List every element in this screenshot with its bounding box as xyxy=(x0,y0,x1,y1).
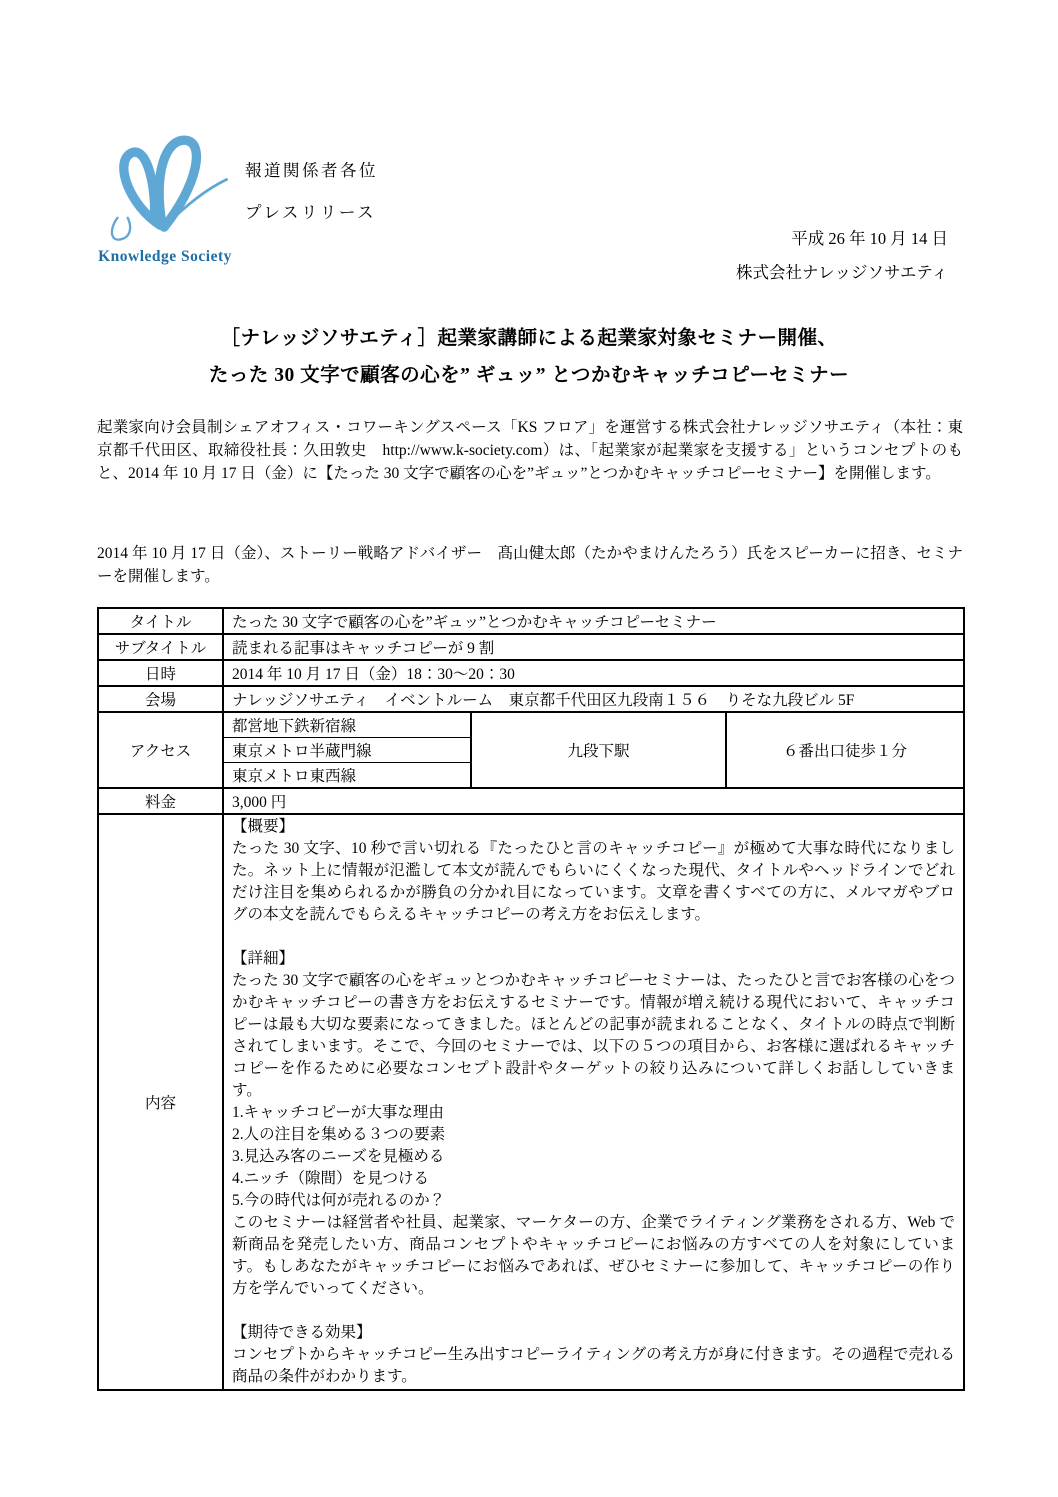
seminar-info-table xyxy=(97,607,965,1391)
heart-swoosh-icon xyxy=(95,128,235,246)
row-label: サブタイトル xyxy=(98,634,223,660)
details-text: たった 30 文字で顧客の心をギュッとつかむキャッチコピーセミナーは、たったひと言でお客様の心をつかむキャッチコピーの書き方をお伝えするセミナーです。情報が増え続ける現代において、キャッチコピーは最も大切な要素になってきました。ほとんどの記事が読まれることなく、タイトルの時点で判断されてしまいます。そこで、今回のセミナーでは、以下の５つの項目から、お客様に選ばれるキャッチコピーを作るために必要なコンセプト設計やターゲットの絞り込みについて詳しくお話ししていきます。 xyxy=(232,972,956,1099)
access-line: 東京メトロ東西線 xyxy=(223,763,471,789)
row-value: 2014 年 10 月 17 日（金）18：30～20：30 xyxy=(223,660,964,686)
access-line: 東京メトロ半蔵門線 xyxy=(223,738,471,763)
row-label: 内容 xyxy=(98,814,223,1390)
overview-heading: 【概要】 xyxy=(232,818,295,835)
details-heading: 【詳細】 xyxy=(232,950,295,967)
list-item-1: 1.キャッチコピーが大事な理由 xyxy=(232,1104,444,1121)
row-label: 料金 xyxy=(98,788,223,814)
row-value: ナレッジソサエティ イベントルーム 東京都千代田区九段南１５６ りそな九段ビル 5F xyxy=(223,686,964,712)
row-value: 3,000 円 xyxy=(223,788,964,814)
recipient-line: 報道関係者各位 xyxy=(245,161,378,180)
document-title xyxy=(0,320,1058,394)
audience-text: このセミナーは経営者や社員、起業家、マーケターの方、企業でライティング業務をされる方、Web で新商品を発売したい方、商品コンセプトやキャッチコピーにお悩みの方すべての人を対象にしています。もしあなたがキャッチコピーにお悩みであれば、ぜひセミナーに参加して、キャッチコピーの作り方を学んでいってください。 xyxy=(232,1214,956,1297)
table-row-title xyxy=(98,608,964,634)
list-item-2: 2.人の注目を集める３つの要素 xyxy=(232,1126,446,1143)
table-row-content xyxy=(98,814,964,1390)
intro-paragraph-1: 起業家向け会員制シェアオフィス・コワーキングスペース「KS フロア」を運営する株式会社ナレッジソサエティ（本社：東京都千代田区、取締役社長：久田敦史 http://www.k-society.com）は、「起業家が起業家を支援する」というコンセプトのもと、2014 年 10 月 17 日（金）に【たった 30 文字で顧客の心を”ギュッ”とつかむキャッチコピーセミナー】を開催します。 xyxy=(97,419,963,482)
list-item-4: 4.ニッチ（隙間）を見つける xyxy=(232,1170,430,1187)
blank-line xyxy=(232,926,955,948)
header-right xyxy=(736,222,962,290)
table-row-venue xyxy=(98,686,964,712)
logo-wordmark: Knowledge Society xyxy=(98,248,232,265)
row-value: 読まれる記事はキャッチコピーが 9 割 xyxy=(223,634,964,660)
table-row-subtitle xyxy=(98,634,964,660)
effects-text: コンセプトからキャッチコピー生み出すコピーライティングの考え方が身に付きます。その過程で売れる商品の条件がわかります。 xyxy=(232,1346,956,1385)
content-cell xyxy=(223,814,964,1390)
overview-text: たった 30 文字、10 秒で言い切れる『たったひと言のキャッチコピー』が極めて大事な時代になりました。ネット上に情報が氾濫して本文が読んでもらいにくくなった現代、タイトルやヘッドラインでどれだけ注目を集められるかが勝負の分かれ目になっています。文章を書くすべての方に、メルマガやブログの本文を読んでもらえるキャッチコピーの考え方をお伝えします。 xyxy=(232,840,956,923)
list-item-3: 3.見込み客のニーズを見極める xyxy=(232,1148,445,1165)
intro-paragraph-2: 2014 年 10 月 17 日（金）、ストーリー戦略アドバイザー 髙山健太郎（たかやまけんたろう）氏をスピーカーに招き、セミナーを開催します。 xyxy=(97,545,963,585)
access-exit: ６番出口徒歩１分 xyxy=(726,712,964,788)
row-label: アクセス xyxy=(98,712,223,788)
effects-heading: 【期待できる効果】 xyxy=(232,1324,372,1341)
list-item-5: 5.今の時代は何が売れるのか？ xyxy=(232,1192,446,1209)
table-row-datetime xyxy=(98,660,964,686)
release-date: 平成 26 年 10 月 14 日 xyxy=(791,229,948,248)
company-name: 株式会社ナレッジソサエティ xyxy=(735,263,948,282)
table-row-fee xyxy=(98,788,964,814)
title-line-2: たった 30 文字で顧客の心を” ギュッ” とつかむキャッチコピーセミナー xyxy=(208,365,850,386)
title-line-1: ［ナレッジソサエティ］起業家講師による起業家対象セミナー開催、 xyxy=(220,328,838,349)
doc-type-line: プレスリリース xyxy=(245,203,377,222)
blank-line xyxy=(232,1300,955,1322)
knowledge-society-logo xyxy=(84,128,246,266)
access-station: 九段下駅 xyxy=(471,712,726,788)
access-line: 都営地下鉄新宿線 xyxy=(223,712,471,738)
row-label: タイトル xyxy=(98,608,223,634)
row-value: たった 30 文字で顧客の心を”ギュッ”とつかむキャッチコピーセミナー xyxy=(223,608,964,634)
header-left xyxy=(245,150,378,234)
table-row-access-1 xyxy=(98,712,964,738)
row-label: 会場 xyxy=(98,686,223,712)
row-label: 日時 xyxy=(98,660,223,686)
